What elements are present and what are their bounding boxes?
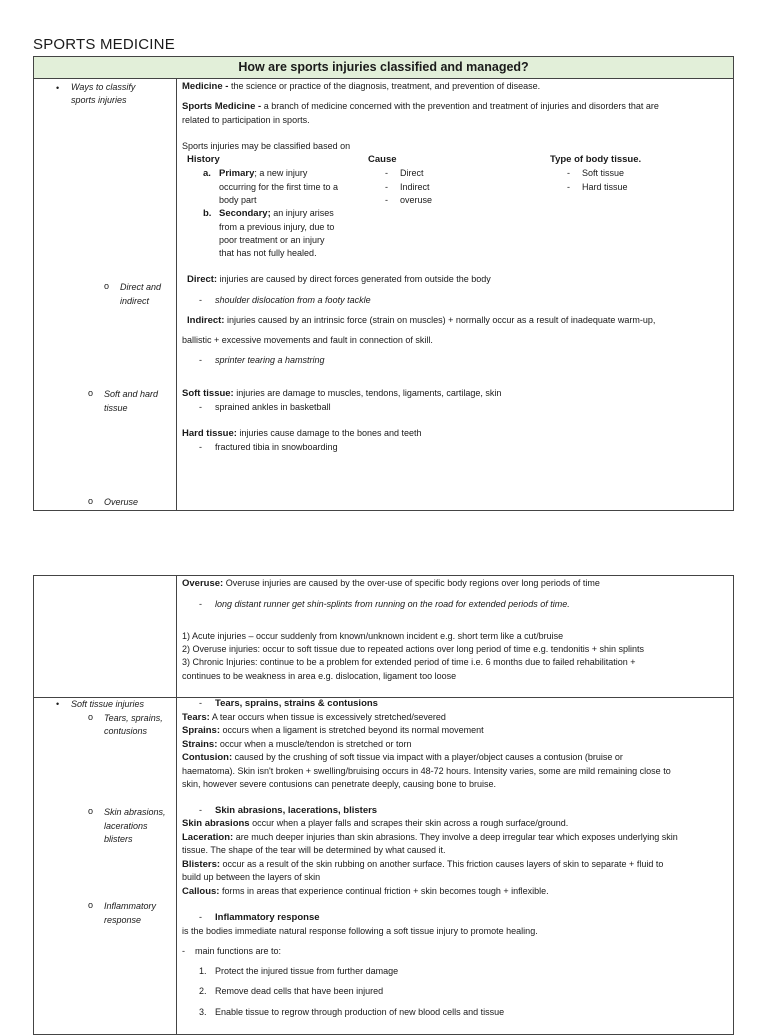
left-label-tears: contusions [104, 726, 148, 736]
cause-heading: Cause [368, 154, 397, 165]
history-heading: History [187, 154, 220, 165]
sports-medicine-definition: Sports Medicine - a branch of medicine concerned with the prevention and treatment of injuries and disorders that are [182, 101, 659, 112]
laceration-definition-cont: tissue. The shape of the tear will be determined by what caused it. [182, 845, 446, 855]
direct-definition: Direct: injuries are caused by direct forces generated from outside the body [187, 274, 491, 285]
document-title: SPORTS MEDICINE [33, 36, 175, 53]
dash-icon: - [199, 442, 202, 452]
type-heading: Type of body tissue. [550, 154, 642, 165]
column-divider [176, 78, 177, 510]
secondary-definition-cont: poor treatment or an injury [219, 235, 325, 245]
left-label-soft: Soft and hard [104, 389, 159, 399]
left-label-direct: indirect [120, 296, 150, 306]
sub-bullet-icon: o [88, 496, 94, 506]
inflam-definition: is the bodies immediate natural response following a soft tissue injury to promote healing. [182, 926, 538, 936]
function-item: Protect the injured tissue from further damage [215, 966, 399, 976]
indirect-definition-cont: ballistic + excessive movements and fault in connection of skill. [182, 335, 433, 345]
bullet-icon: • [56, 699, 60, 709]
dash-icon: - [199, 402, 202, 412]
left-label-ways: Ways to classify [71, 82, 136, 92]
dash-icon: - [199, 805, 202, 815]
blisters-definition-cont: build up between the layers of skin [182, 872, 321, 882]
type-item: Soft tissue [582, 168, 625, 178]
secondary-definition-cont: that has not fully healed. [219, 248, 317, 258]
secondary-definition: Secondary; an injury arises [219, 208, 334, 219]
dash-icon: - [385, 168, 388, 178]
sub-bullet-icon: o [104, 281, 110, 291]
classified-intro: Sports injuries may be classified based on [182, 141, 351, 151]
cause-item: Indirect [400, 182, 430, 192]
bullet-icon: • [56, 83, 60, 93]
overuse-example: long distant runner get shin-splints from running on the road for extended periods of time. [215, 599, 570, 609]
hard-tissue-definition: Hard tissue: injuries cause damage to the bones and teeth [182, 428, 422, 439]
left-label-skin: blisters [104, 834, 133, 844]
table-header: How are sports injuries classified and managed? [34, 57, 733, 79]
overuse-injuries: 2) Overuse injuries: occur to soft tissue due to repeated actions over long period of time e.g. tendonitis + shin splints [182, 644, 645, 654]
left-label-skin: Skin abrasions, [104, 807, 166, 817]
dash-icon: - [199, 599, 202, 609]
chronic-injuries-cont: continues to be weakness in area e.g. dislocation, ligament too loose [182, 671, 457, 681]
dash-icon: - [385, 195, 388, 205]
column-divider [176, 576, 177, 1034]
dash-icon: - [385, 182, 388, 192]
blisters-definition: Blisters: occur as a result of the skin rubbing on another surface. This friction causes layers of skin to separate + fluid to [182, 859, 664, 870]
left-label-inflam: response [104, 915, 142, 925]
dash-icon: - [199, 912, 202, 922]
type-item: Hard tissue [582, 182, 628, 192]
list-marker: b. [203, 208, 212, 219]
left-label-inflam: Inflammatory [104, 901, 157, 911]
contusion-definition: Contusion: caused by the crushing of soft tissue via impact with a player/object causes a contusion (bruise or [182, 752, 623, 763]
main-functions: main functions are to: [195, 946, 282, 956]
left-label-soft: tissue [104, 403, 128, 413]
left-label-ways: sports injuries [71, 95, 127, 105]
injuries-table [33, 575, 734, 1035]
overuse-definition: Overuse: Overuse injuries are caused by the over-use of specific body regions over long periods of time [182, 578, 600, 589]
callous-definition: Callous: forms in areas that experience continual friction + skin becomes tough + inflexible. [182, 886, 549, 897]
function-item: Remove dead cells that have been injured [215, 986, 384, 996]
sub-bullet-icon: o [88, 806, 94, 816]
laceration-definition: Laceration: are much deeper injuries than skin abrasions. They involve a deep irregular tear which exposes underlying skin [182, 832, 678, 843]
primary-definition-cont: occurring for the first time to a [219, 182, 339, 192]
indirect-definition: Indirect: injuries caused by an intrinsic force (strain on muscles) + normally occur as a result of inadequate warm-up, [187, 315, 656, 326]
primary-definition-cont: body part [219, 195, 257, 205]
left-label-skin: lacerations [104, 821, 148, 831]
secondary-definition-cont: from a previous injury, due to [219, 222, 335, 232]
contusion-definition-cont: skin, however severe contusions can penetrate deeply, causing bone to bruise. [182, 779, 497, 789]
tears-heading: Tears, sprains, strains & contusions [215, 698, 378, 709]
sub-bullet-icon: o [88, 900, 94, 910]
sub-bullet-icon: o [88, 712, 94, 722]
function-item: Enable tissue to regrow through production of new blood cells and tissue [215, 1007, 505, 1017]
acute-injuries: 1) Acute injuries – occur suddenly from known/unknown incident e.g. short term like a cut/bruise [182, 631, 564, 641]
strains-definition: Strains: occur when a muscle/tendon is stretched or torn [182, 739, 412, 750]
left-label-direct: Direct and [120, 282, 162, 292]
soft-tissue-example: sprained ankles in basketball [215, 402, 331, 412]
list-marker: 1. [199, 966, 207, 976]
sprains-definition: Sprains: occurs when a ligament is stretched beyond its normal movement [182, 725, 484, 736]
dash-icon: - [199, 295, 202, 305]
skin-heading: Skin abrasions, lacerations, blisters [215, 805, 378, 816]
cause-item: Direct [400, 168, 424, 178]
dash-icon: - [199, 698, 202, 708]
hard-tissue-example: fractured tibia in snowboarding [215, 442, 338, 452]
left-label-soft-injuries: Soft tissue injuries [71, 699, 145, 709]
classification-table [33, 56, 734, 511]
dash-icon: - [182, 946, 185, 956]
dash-icon: - [567, 182, 570, 192]
contusion-definition-cont: haematoma). Skin isn't broken + swelling/bruising occurs in 48-72 hours. Intensity varies, some are mild remaining close to [182, 766, 671, 776]
inflam-heading: Inflammatory response [215, 912, 320, 923]
tears-definition: Tears: A tear occurs when tissue is excessively stretched/severed [182, 712, 446, 723]
chronic-injuries: 3) Chronic Injuries: continue to be a problem for extended period of time i.e. 6 months due to failed rehabilitation + [182, 657, 636, 667]
soft-tissue-definition: Soft tissue: injuries are damage to muscles, tendons, ligaments, cartilage, skin [182, 388, 502, 399]
cause-item: overuse [400, 195, 433, 205]
direct-example: shoulder dislocation from a footy tackle [215, 295, 371, 305]
sports-medicine-definition-cont: related to participation in sports. [182, 115, 310, 125]
primary-definition: Primary; a new injury [219, 168, 308, 179]
left-label-tears: Tears, sprains, [104, 713, 163, 723]
left-label-overuse: Overuse [104, 497, 139, 507]
sub-bullet-icon: o [88, 388, 94, 398]
medicine-definition: Medicine - the science or practice of the diagnosis, treatment, and prevention of disease. [182, 81, 541, 92]
list-marker: a. [203, 168, 211, 179]
list-marker: 3. [199, 1007, 207, 1017]
list-marker: 2. [199, 986, 207, 996]
abrasion-definition: Skin abrasions occur when a player falls and scrapes their skin across a rough surface/ground. [182, 818, 569, 829]
indirect-example: sprinter tearing a hamstring [215, 355, 325, 365]
dash-icon: - [199, 355, 202, 365]
dash-icon: - [567, 168, 570, 178]
